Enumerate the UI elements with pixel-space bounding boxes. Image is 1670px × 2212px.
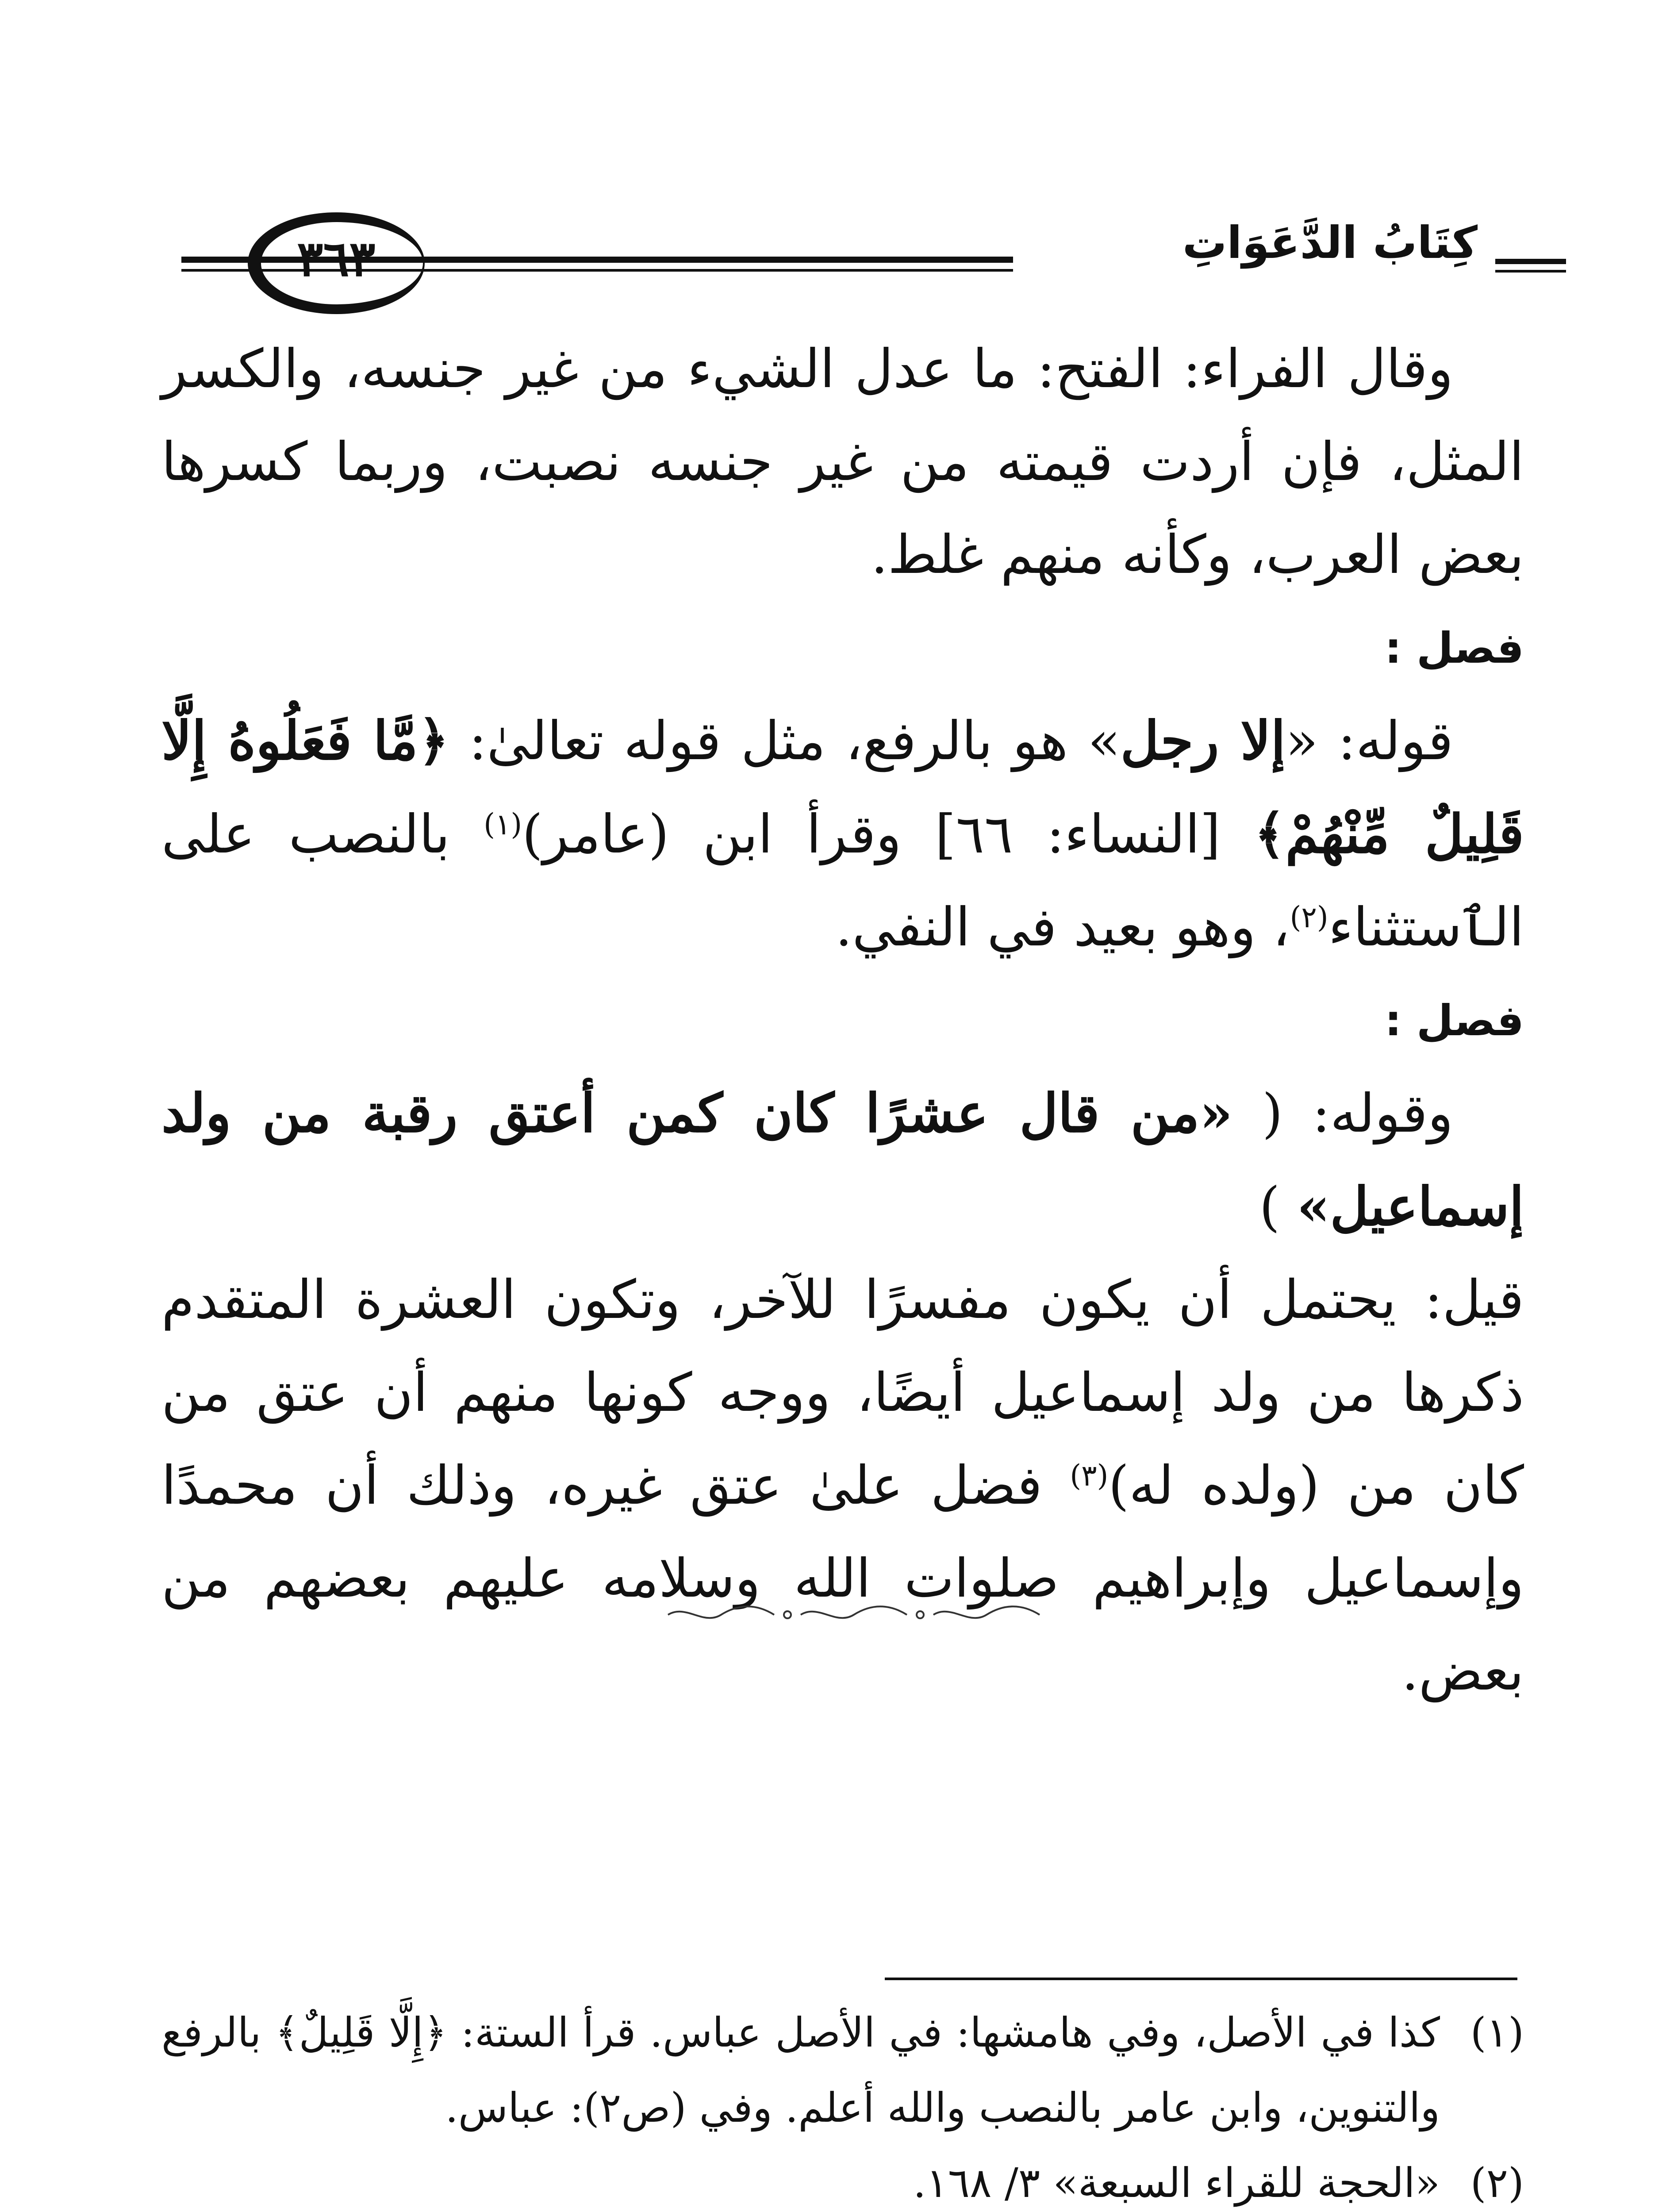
section-heading: فصل :	[1385, 996, 1524, 1045]
paragraph	[161, 695, 1524, 974]
quoted-phrase: إلا رجل	[1120, 710, 1286, 772]
running-title: كِتَابُ الدَّعَوَاتِ	[1182, 217, 1478, 269]
footnote-text: كذا في الأصل، وفي هامشها: في الأصل عباس. قرأ الستة: ﴿إِلَّا قَلِيلٌ﴾ بالرفع والتنوين، وابن عامر بالنصب والله أعلم. وفي (ص٢): عباس.	[161, 2009, 1440, 2131]
footnote-text: «الحجة للقراء السبعة» ٣/ ١٦٨.	[913, 2159, 1440, 2207]
footnote	[161, 1995, 1524, 2146]
text-run: بالنصب على الٱستثناء	[161, 804, 1524, 958]
text-run: فضل علىٰ عتق غيره، وذلك أن محمدًا وإسماعيل وإبراهيم صلوات الله وسلامه عليهم بعضهم من بعض.	[161, 1455, 1524, 1702]
section-heading: فصل :	[1385, 623, 1524, 673]
footnote-ref[interactable]: (١)	[484, 807, 522, 841]
text-run: » هو بالرفع، مثل قوله تعالىٰ:	[449, 710, 1121, 772]
paragraph	[161, 1254, 1524, 1718]
footnote	[161, 2146, 1524, 2212]
footnotes	[161, 1995, 1524, 2212]
page-number-frame	[248, 212, 425, 314]
text-run: [النساء: ٦٦] وقرأ ابن (عامر)	[522, 804, 1255, 865]
quran-verse: ﴿مَّا فَعَلُوهُ إِلَّا قَلِيلٌ مِّنْهُمْ﴾	[161, 710, 1524, 865]
paragraph	[161, 1067, 1524, 1254]
footnote-number: (٢)	[1470, 2159, 1524, 2207]
page-header	[181, 204, 1566, 319]
text-run: وقوله: (	[1232, 1083, 1453, 1144]
paragraph: وقال الفراء: الفتح: ما عدل الشيء من غير جنسه، والكسر المثل، فإن أردت قيمته من غير جنسه نصبت، وربما كسرها بعض العرب، وكأنه منهم غلط.	[161, 338, 1524, 586]
main-text	[161, 323, 1524, 1718]
text-run: )	[1259, 1176, 1297, 1238]
footnote-ref[interactable]: (٣)	[1070, 1459, 1109, 1493]
header-rule	[1495, 259, 1566, 264]
section-end-ornament	[659, 1601, 1057, 1628]
text-run: قوله: «	[1285, 710, 1453, 772]
ornament-flourish	[659, 1601, 1057, 1628]
footnote-number: (١)	[1470, 2009, 1524, 2056]
text-run: ، وهو بعيد في النفي.	[835, 897, 1290, 958]
text-run: قيل: يحتمل أن يكون مفسرًا للآخر، وتكون العشرة المتقدم ذكرها من ولد إسماعيل أيضًا، ووجه كونها منهم أن عتق من كان من (ولده له)	[161, 1269, 1524, 1517]
page-number: ٣٦٣	[297, 230, 376, 287]
footnote-separator	[885, 1978, 1517, 1980]
footnote-ref[interactable]: (٢)	[1290, 900, 1328, 934]
hadith-quote: «من قال عشرًا كان كمن أعتق رقبة من ولد إسماعيل»	[161, 1082, 1524, 1238]
header-rule	[1495, 270, 1566, 273]
